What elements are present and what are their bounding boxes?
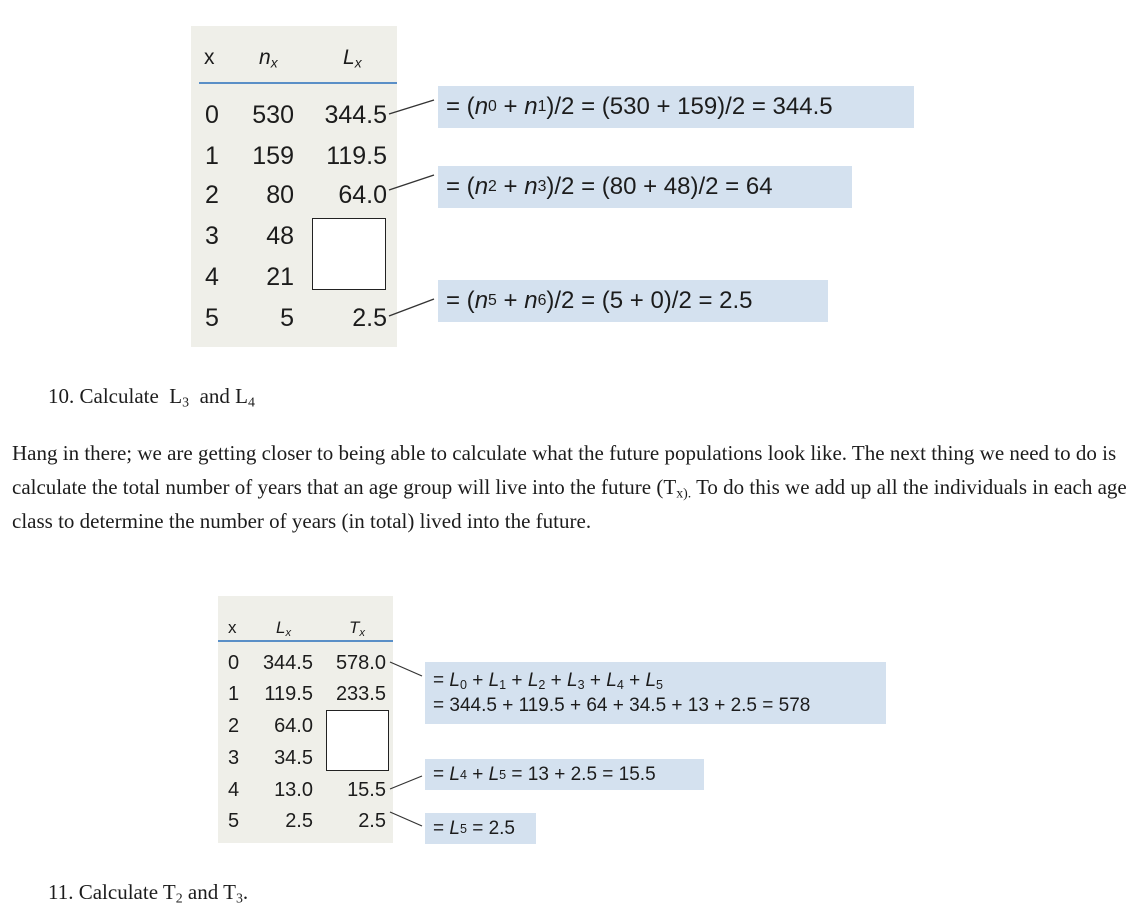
equation-l2: = ( n 2 + n 3 )/2 = (80 + 48)/2 = 64 xyxy=(438,166,852,208)
t2-row4-t: 15.5 xyxy=(347,779,386,801)
header-rule xyxy=(199,82,397,84)
life-table-lx-tx xyxy=(218,596,393,843)
t2-row5-x: 5 xyxy=(228,810,240,832)
equation-l5: = ( n 5 + n 6 )/2 = (5 + 0)/2 = 2.5 xyxy=(438,280,828,322)
connector-t5 xyxy=(390,812,422,826)
t2-row3-x: 3 xyxy=(228,747,240,769)
t2-row5-t: 2.5 xyxy=(358,810,386,832)
t1-row0-x: 0 xyxy=(205,101,219,129)
connector-t4 xyxy=(390,776,422,789)
answer-box-t2-t3[interactable] xyxy=(326,710,389,771)
header-lx: $L_x$ xyxy=(343,46,362,71)
t2-row1-t: 233.5 xyxy=(335,683,386,705)
t1-row5-x: 5 xyxy=(205,304,219,332)
question-10: 10. Calculate $L_3$ and $L_4$ xyxy=(48,384,255,410)
t2-row0-l: 344.5 xyxy=(262,652,313,674)
explanation-paragraph: Hang in there; we are getting closer to being able to calculate what the future populations look like. The next thing we need to do is calculate the total number of years that an age group will live into the future ($T_{x).}$ To do this we add up all the individuals in each age class to determine the number of years (in total) lived into the future. xyxy=(12,441,1127,533)
t1-row5-n: 5 xyxy=(280,304,294,332)
answer-box-l3-l4[interactable] xyxy=(312,218,386,290)
t1-row5-l: 2.5 xyxy=(352,304,387,332)
t2-row4-l: 13.0 xyxy=(274,779,313,801)
t1-row3-n: 48 xyxy=(266,222,294,250)
t2-row4-x: 4 xyxy=(228,779,240,801)
t1-row0-l: 344.5 xyxy=(324,101,387,129)
equation-t5: = L 5 = 2.5 xyxy=(425,813,536,844)
equation-t0 xyxy=(425,662,886,724)
t1-row4-x: 4 xyxy=(205,263,219,291)
t1-row0-n: 530 xyxy=(252,101,294,129)
t2-row2-l: 64.0 xyxy=(274,715,313,737)
t1-row1-n: 159 xyxy=(252,142,294,170)
t1-row2-x: 2 xyxy=(205,181,219,209)
life-table-nx-lx xyxy=(191,26,397,347)
header-rule xyxy=(218,640,393,642)
t1-row3-x: 3 xyxy=(205,222,219,250)
t2-row5-l: 2.5 xyxy=(285,810,313,832)
t2-row2-x: 2 xyxy=(228,715,240,737)
t1-row2-l: 64.0 xyxy=(338,181,387,209)
t1-row2-n: 80 xyxy=(266,181,294,209)
connector-t0 xyxy=(390,662,422,676)
t2-row0-x: 0 xyxy=(228,652,240,674)
header-tx: $T_x$ xyxy=(349,618,365,639)
equation-l0: = ( n 0 + n 1 )/2 = (530 + 159)/2 = 344.5 xyxy=(438,86,914,128)
t2-row1-x: 1 xyxy=(228,683,240,705)
question-11: 11. Calculate $T_2$ and $T_3$. xyxy=(48,880,249,906)
t1-row4-n: 21 xyxy=(266,263,294,291)
t2-row3-l: 34.5 xyxy=(274,747,313,769)
t1-row1-l: 119.5 xyxy=(326,142,387,170)
t2-row0-t: 578.0 xyxy=(335,652,386,674)
header-x: x xyxy=(228,618,237,637)
t2-row1-l: 119.5 xyxy=(264,683,313,705)
header-lx: $L_x$ xyxy=(276,618,292,639)
header-nx: $n_x$ xyxy=(259,46,278,71)
equation-t0-line2: = 344.5 + 119.5 + 64 + 34.5 + 13 + 2.5 = 578 xyxy=(433,695,811,716)
header-x: x xyxy=(204,46,215,69)
equation-t4: = L 4 + L 5 = 13 + 2.5 = 15.5 xyxy=(425,759,704,790)
t1-row1-x: 1 xyxy=(205,142,219,170)
equation-t0-line1: = $L_0 + L_1 + L_2 + L_3 + L_4 + L_5$ xyxy=(433,670,664,693)
